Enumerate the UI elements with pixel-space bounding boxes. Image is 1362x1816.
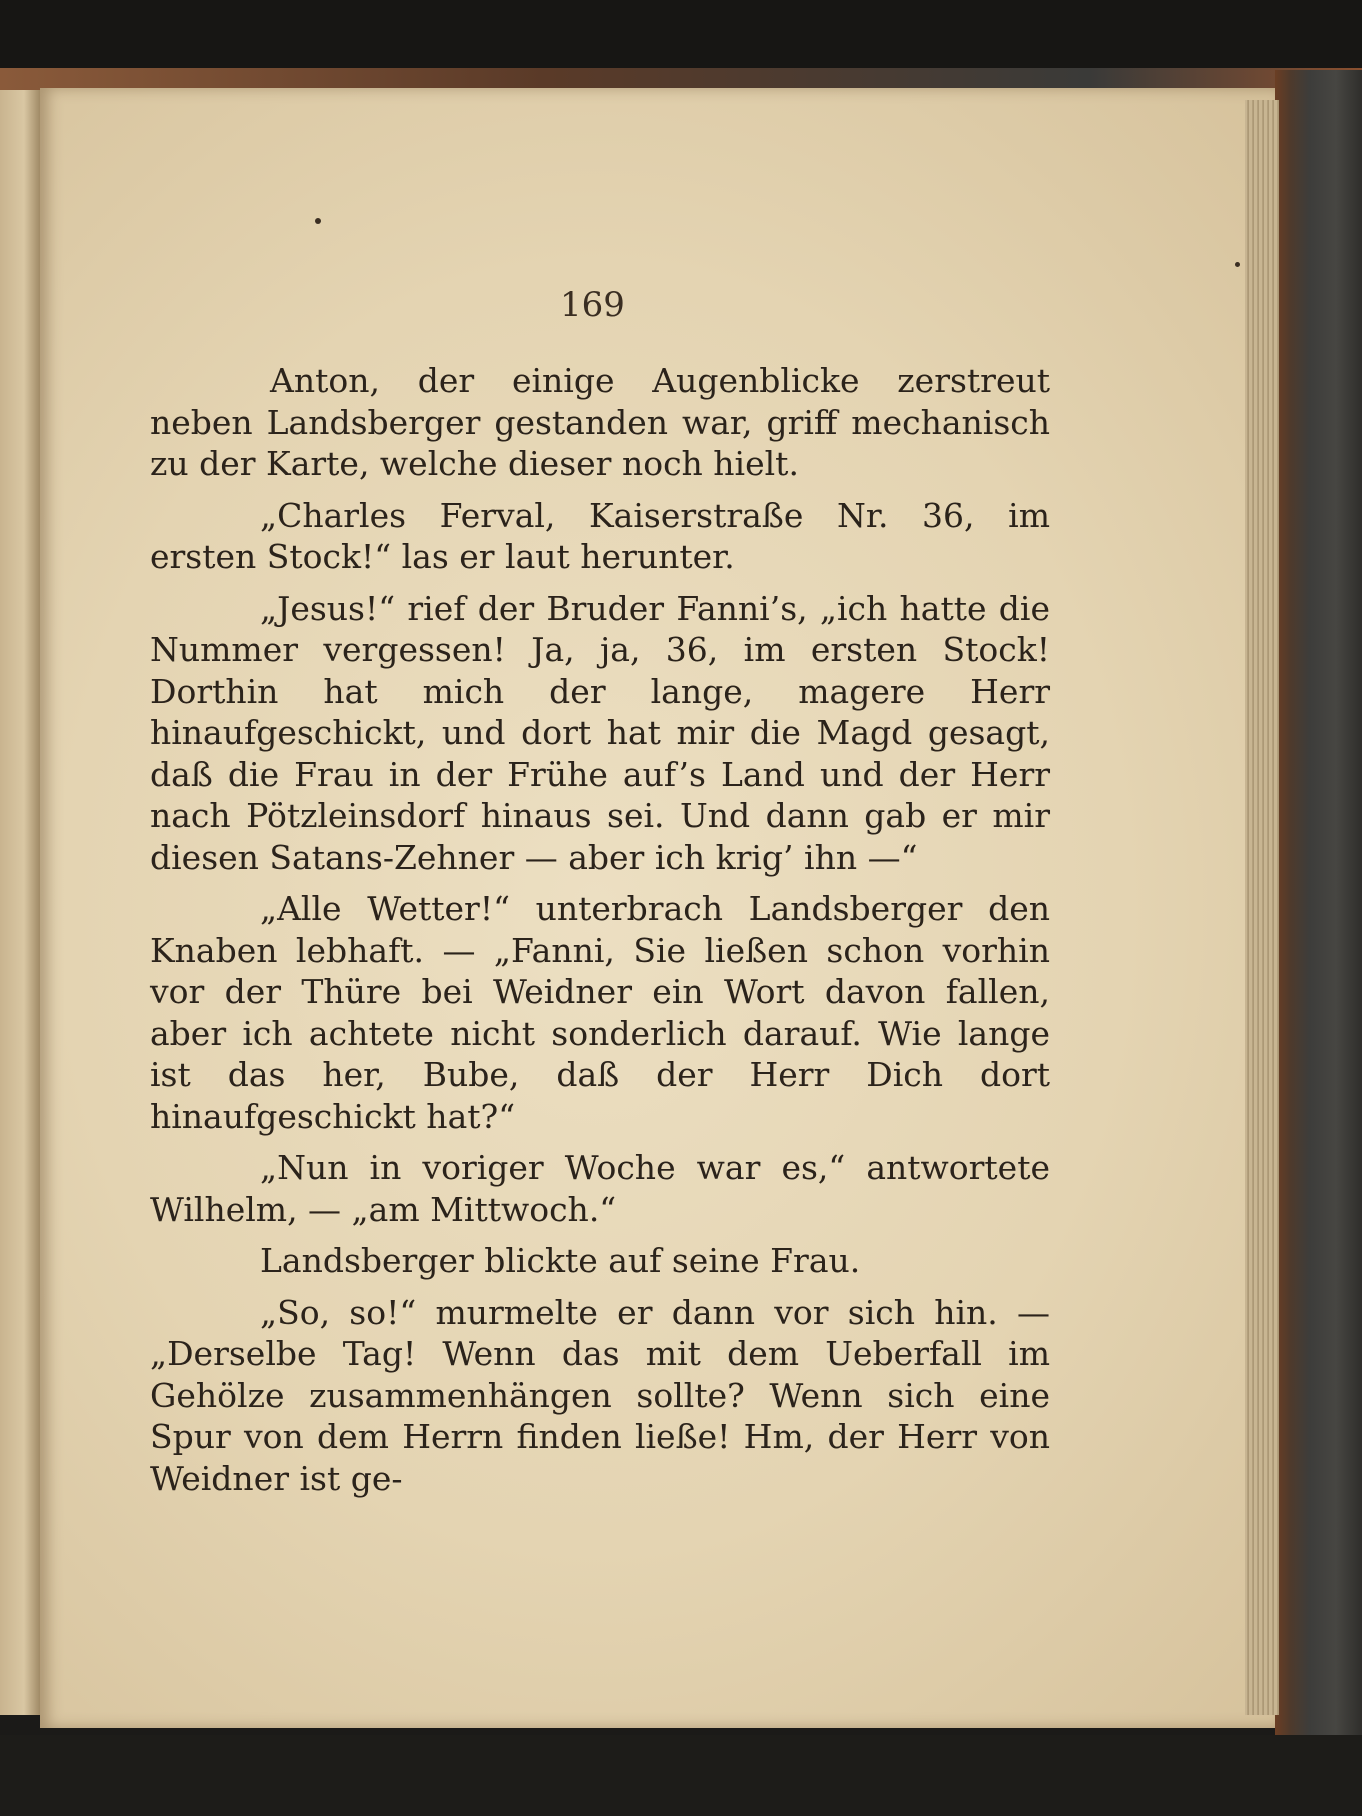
paragraph: Anton, der einige Augenblicke zerstreut neben Landsberger gestanden war, griff mechanisch zu der Karte, welche dieser noch hielt. <box>150 361 1050 483</box>
paragraph: „Alle Wetter!“ unterbrach Landsberger den Knaben lebhaft. — „Fanni, Sie ließen schon vorhin vor der Thüre bei Weidner ein Wort davon fallen, aber ich achtete nicht sonderlich darauf. Wie lange ist das her, Bube, daß der Herr Dich dort hinaufgeschickt hat?“ <box>150 889 1050 1136</box>
facing-page-edge <box>0 90 40 1715</box>
paragraph: „Charles Ferval, Kaiserstraße Nr. 36, im ersten Stock!“ las er laut herunter. <box>150 495 1050 576</box>
paragraph: Landsberger blickte auf seine Frau. <box>260 1241 861 1280</box>
paragraph: „So, so!“ murmelte er dann vor sich hin. — „Derselbe Tag! Wenn das mit dem Ueberfall im Gehölze zusammenhängen sollte? Wenn sich eine Spur von dem Herrn finden ließe! Hm, der Herr von Weidner ist ge- <box>150 1292 1050 1498</box>
book-cover-top-edge <box>0 68 1362 90</box>
book-cover-right <box>1275 70 1362 1735</box>
ink-speck <box>315 218 321 224</box>
ink-speck <box>1235 262 1240 267</box>
paragraph: „Jesus!“ rief der Bruder Fanni’s, „ich hatte die Nummer vergessen! Ja, ja, 36, im ersten Stock! Dorthin hat mich der lange, magere Herr hinaufgeschickt, und dort hat mir die Magd gesagt, daß die Frau in der Frühe auf’s Land und der Herr nach Pötzleinsdorf hinaus sei. Und dann gab er mir diesen Satans-Zehner — aber ich krig’ ihn —“ <box>150 588 1050 877</box>
paragraph: „Nun in voriger Woche war es,“ antwortete Wilhelm, — „am Mittwoch.“ <box>150 1148 1050 1229</box>
scan-background-top <box>0 0 1362 70</box>
page-number: 169 <box>560 285 625 325</box>
scan-background-bottom <box>0 1735 1362 1816</box>
page-stack-edges <box>1245 100 1279 1715</box>
body-text <box>150 360 1050 1509</box>
